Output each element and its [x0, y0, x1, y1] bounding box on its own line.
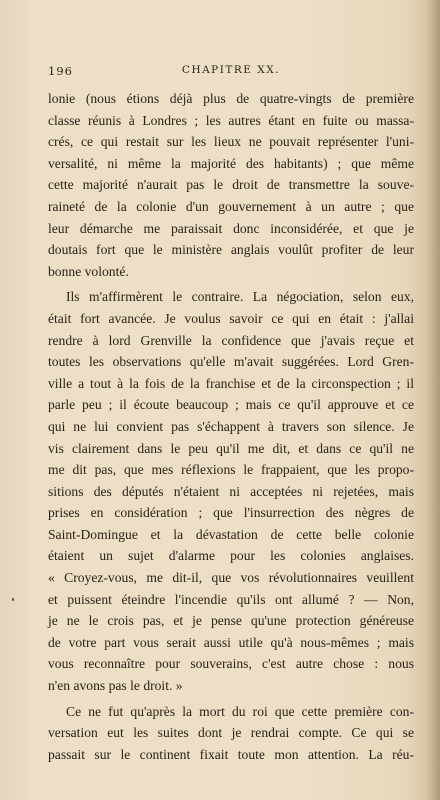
text-line: et puissent éteindre l'incendie qu'ils ont allumé ? — Non,	[48, 591, 414, 607]
text-line: Saint-Domingue et la dévastation de cette belle colonie	[48, 526, 414, 542]
body-text	[48, 88, 414, 765]
text-line: « Croyez-vous, me dit-il, que vos révolutionnaires veuillent	[48, 570, 414, 586]
running-head: CHAPITRE XX.	[181, 64, 281, 76]
text-line: parle peu ; il écoute beaucoup ; mais ce qu'il approuve et ce	[48, 397, 414, 413]
text-line: rendre à lord Grenville la confidence que j'avais reçue et	[48, 332, 414, 348]
text-line: versalité, ni même la majorité des habitants) ; que même	[48, 155, 414, 171]
text-line: de votre part vous serait aussi utile qu'à nous-mêmes ; mais	[48, 634, 414, 650]
text-line: bonne volonté.	[48, 263, 129, 279]
text-line: leur démarche me paraissait donc inconsidérée, et que je	[48, 220, 414, 236]
text-line: étaient un sujet d'alarme pour les colonies anglaises.	[48, 548, 414, 564]
text-line: cette majorité n'aurait pas le droit de transmettre la souve-	[48, 177, 414, 193]
text-line: était fort avancée. Je voulus savoir ce qui en était : j'allai	[48, 310, 414, 326]
text-line: je ne le crois pas, et je pense qu'une protection généreuse	[48, 613, 414, 629]
text-line: classe réunis à Londres ; les autres étant en fuite ou massa-	[48, 112, 414, 128]
text-line: passait sur le continent fixait toute mon attention. La réu-	[48, 746, 414, 762]
text-line: Ce ne fut qu'après la mort du roi que cette première con-	[66, 703, 414, 719]
text-line: lonie (nous étions déjà plus de quatre-vingts de première	[48, 91, 414, 106]
text-line: versation eut les suites dont je rendrai compte. Ce qui se	[48, 725, 414, 741]
text-line: ville a tout à la fois de la franchise et de la circonspection ; il	[48, 375, 414, 391]
page-header	[48, 64, 414, 82]
text-line: vous reconnaître pour souverains, c'est autre chose : nous	[48, 656, 414, 672]
text-line: toutes les observations qu'elle m'avait suggérées. Lord Gren-	[48, 354, 414, 370]
paragraph	[48, 701, 414, 766]
page-number: 196	[48, 64, 73, 78]
text-line: prises en considération ; que l'insurrection des nègres de	[48, 505, 414, 521]
text-line: qui ne lui convient pas s'échappent à travers son silence. Je	[48, 418, 414, 434]
text-line: sitions des députés n'étaient ni acceptées ni rejetées, mais	[48, 483, 414, 499]
text-line: doutais fort que le ministère anglais voulût profiter de leur	[48, 242, 414, 258]
text-line: me dit pas, que mes réflexions le frappaient, que les propo-	[48, 462, 414, 478]
paragraph	[48, 286, 414, 696]
text-line: vis clairement dans le peu qu'il me dit, et dans ce qu'il ne	[48, 440, 414, 456]
text-line: Ils m'affirmèrent le contraire. La négociation, selon eux,	[66, 289, 414, 305]
text-line: n'en avons pas le droit. »	[48, 678, 183, 694]
margin-speck	[12, 598, 14, 601]
text-line: crés, ce qui restait sur les lieux ne pouvait représenter l'uni-	[48, 134, 414, 150]
page-gutter-shadow	[426, 0, 440, 800]
text-line: raineté de la colonie d'un gouvernement à un autre ; que	[48, 198, 414, 214]
paragraph	[48, 88, 414, 282]
